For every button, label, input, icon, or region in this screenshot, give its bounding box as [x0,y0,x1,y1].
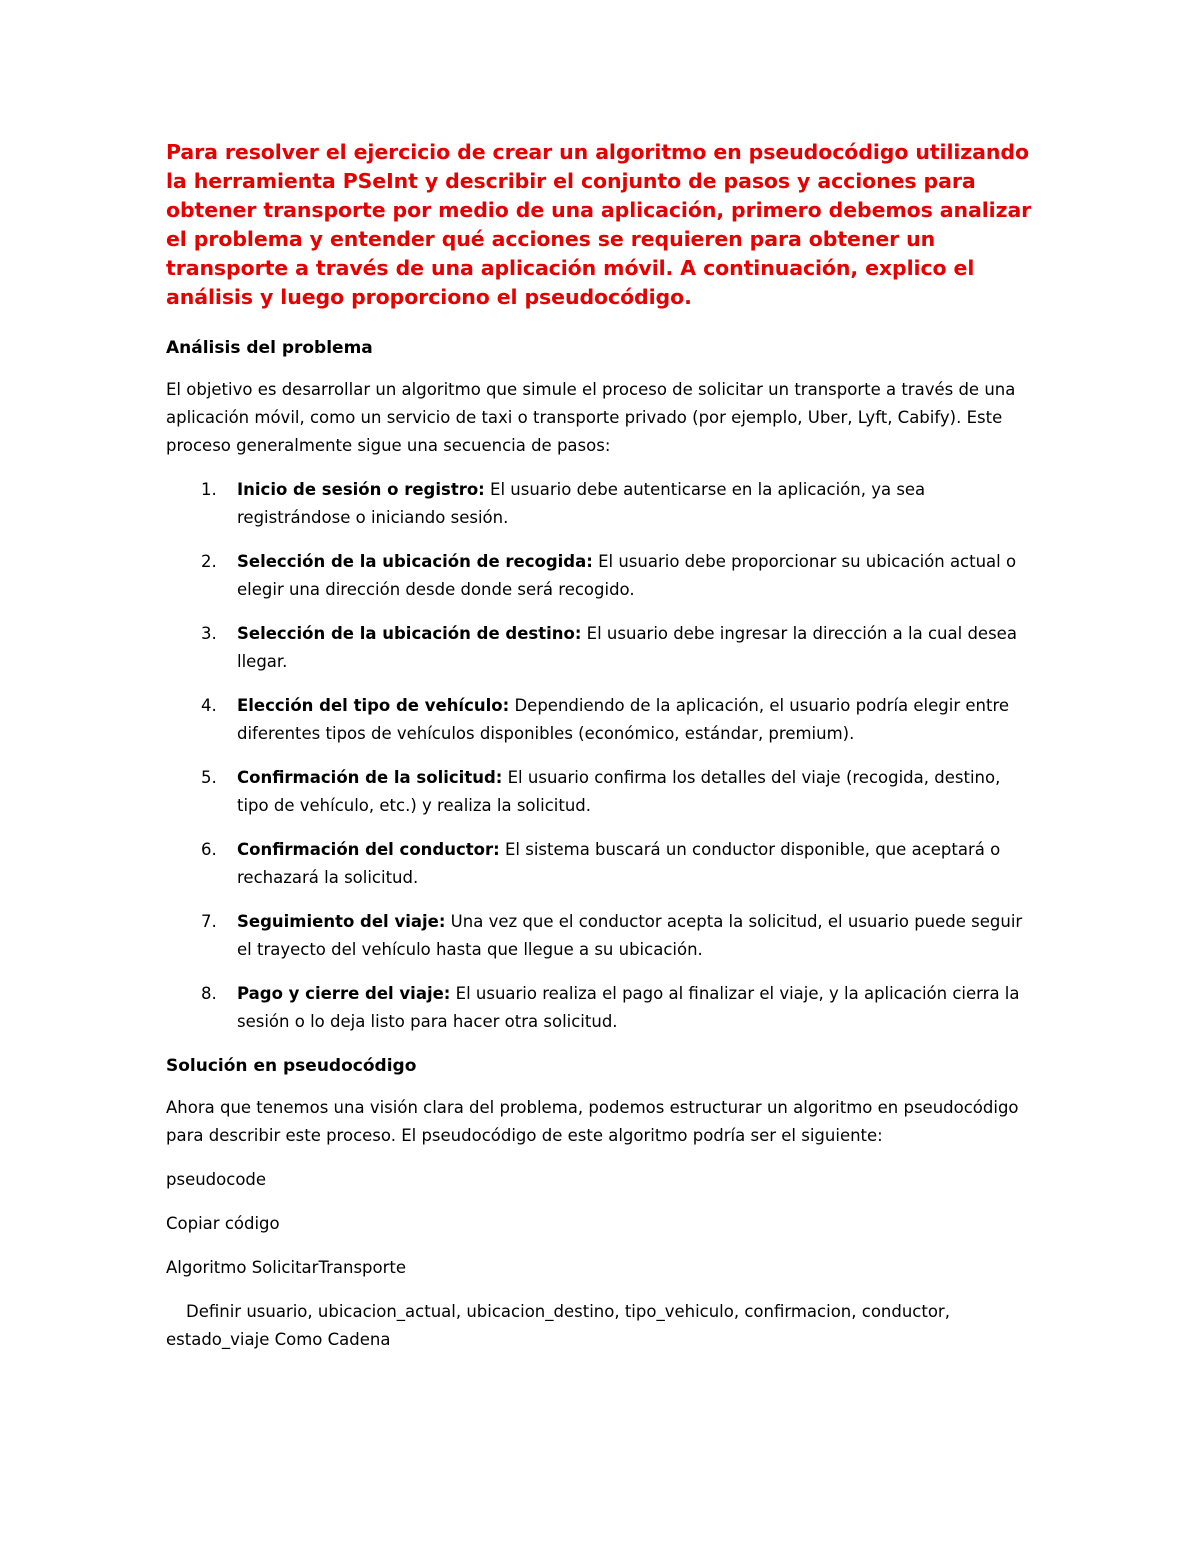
step-number: 8. [201,984,217,1003]
step-text: El usuario confirma los detalles del viaje (recogida, destino, tipo de vehículo, etc.) y realiza la solicitud. [237,768,1001,815]
list-item [166,980,1036,1036]
step-number: 4. [201,696,217,715]
code-language-label: pseudocode [166,1170,267,1189]
analysis-paragraph: El objetivo es desarrollar un algoritmo que simule el proceso de solicitar un transporte a través de una aplicación móvil, como un servicio de taxi o transporte privado (por ejemplo, Uber, Lyft, Cabify). Este proceso generalmente sigue una secuencia de pasos: [166,380,1016,455]
step-text: El usuario debe ingresar la dirección a la cual desea llegar. [237,624,1017,671]
list-item [166,836,1036,892]
solution-heading: Solución en pseudocódigo [166,1056,417,1076]
step-title: Seguimiento del viaje: [237,912,446,931]
step-title: Confirmación del conductor: [237,840,500,859]
list-item [166,620,1036,676]
step-text: El usuario debe proporcionar su ubicación actual o elegir una dirección desde donde será recogido. [237,552,1017,599]
list-item [166,692,1036,748]
algorithm-line: Algoritmo SolicitarTransporte [166,1258,407,1277]
step-number: 1. [201,480,217,499]
document-body [166,138,1036,1370]
step-text: El usuario realiza el pago al finalizar el viaje, y la aplicación cierra la sesión o lo deja listo para hacer otra solicitud. [237,984,1020,1031]
list-item [166,764,1036,820]
list-item [166,908,1036,964]
list-item [166,548,1036,604]
steps-list [166,476,1036,1036]
step-title: Selección de la ubicación de destino: [237,624,582,643]
copy-code-label: Copiar código [166,1214,280,1233]
step-text: El usuario debe autenticarse en la aplicación, ya sea registrándose o iniciando sesión. [237,480,926,527]
step-number: 5. [201,768,217,787]
analysis-heading: Análisis del problema [166,338,373,358]
intro-paragraph: Para resolver el ejercicio de crear un algoritmo en pseudocódigo utilizando la herramienta PSeInt y describir el conjunto de pasos y acciones para obtener transporte por medio de una aplicación, primero debemos analizar el problema y entender qué acciones se requieren para obtener un transporte a través de una aplicación móvil. A continuación, explico el análisis y luego proporciono el pseudocódigo. [166,140,1032,309]
step-number: 6. [201,840,217,859]
define-line: Definir usuario, ubicacion_actual, ubicacion_destino, tipo_vehiculo, confirmacion, conductor, estado_viaje Como Cadena [166,1302,950,1349]
step-title: Elección del tipo de vehículo: [237,696,510,715]
step-text: Una vez que el conductor acepta la solicitud, el usuario puede seguir el trayecto del vehículo hasta que llegue a su ubicación. [237,912,1023,959]
step-text: El sistema buscará un conductor disponible, que aceptará o rechazará la solicitud. [237,840,1001,887]
list-item [166,476,1036,532]
step-number: 7. [201,912,217,931]
step-text: Dependiendo de la aplicación, el usuario podría elegir entre diferentes tipos de vehículos disponibles (económico, estándar, premium). [237,696,1010,743]
step-title: Confirmación de la solicitud: [237,768,503,787]
step-title: Selección de la ubicación de recogida: [237,552,593,571]
step-number: 2. [201,552,217,571]
step-title: Inicio de sesión o registro: [237,480,485,499]
solution-paragraph: Ahora que tenemos una visión clara del problema, podemos estructurar un algoritmo en pseudocódigo para describir este proceso. El pseudocódigo de este algoritmo podría ser el siguiente: [166,1098,1019,1145]
step-number: 3. [201,624,217,643]
step-title: Pago y cierre del viaje: [237,984,451,1003]
